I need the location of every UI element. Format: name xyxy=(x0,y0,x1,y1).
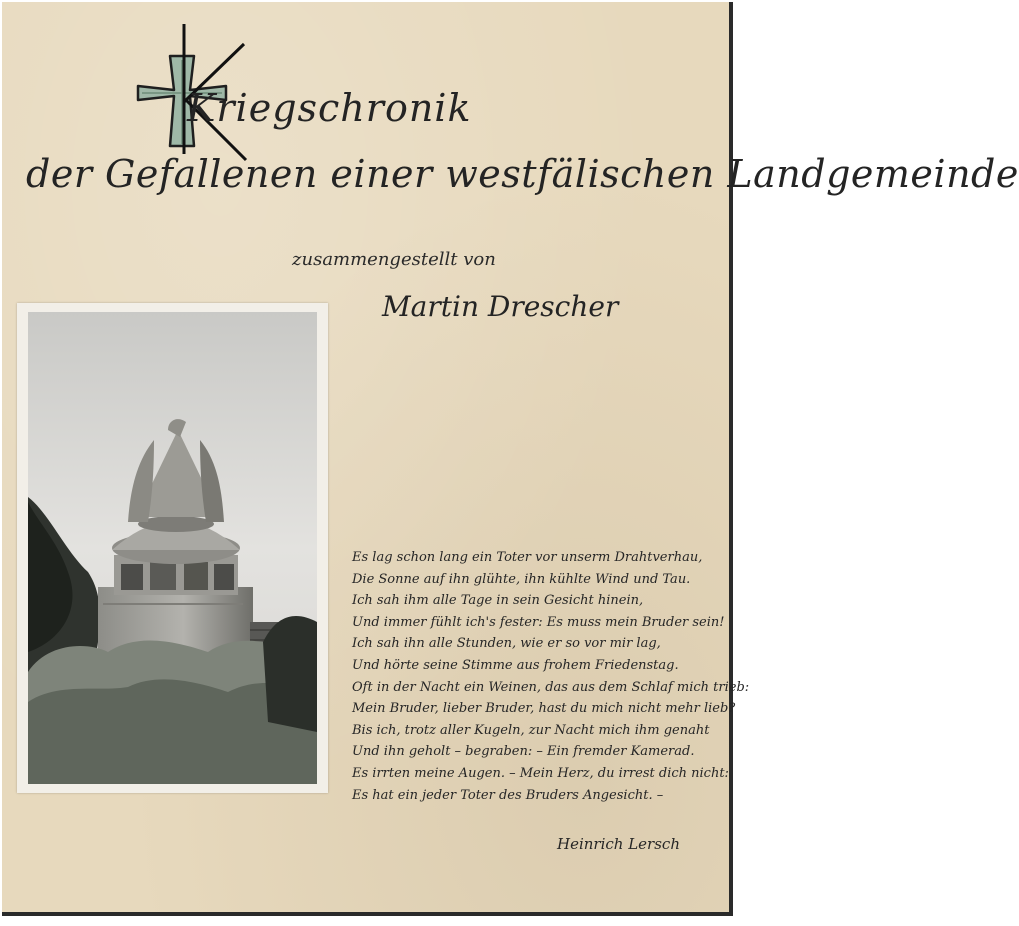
memorial-photo xyxy=(17,303,328,793)
poem-line: Ich sah ihn alle Stunden, wie er so vor mir lag, xyxy=(352,636,661,652)
poem-line: Mein Bruder, lieber Bruder, hast du mich nicht mehr lieb? xyxy=(352,701,736,717)
author-name: Martin Drescher xyxy=(382,290,619,323)
poem-line: Bis ich, trotz aller Kugeln, zur Nacht mich ihm genaht xyxy=(352,722,710,738)
poem-line: Es hat ein jeder Toter des Bruders Angesicht. – xyxy=(352,787,664,803)
compiled-by-label: zusammengestellt von xyxy=(292,249,496,270)
poem-line: Und immer fühlt ich's fester: Es muss mein Bruder sein! xyxy=(352,614,725,630)
poem-line: Die Sonne auf ihn glühte, ihn kühlte Wind und Tau. xyxy=(352,571,691,587)
title-line-1: Kriegschronik xyxy=(187,86,472,130)
poem-signature: Heinrich Lersch xyxy=(557,835,680,853)
poem-line: Ich sah ihm alle Tage in sein Gesicht hinein, xyxy=(352,593,644,609)
title-line-2: der Gefallenen einer westfälischen Landgemeinde xyxy=(26,152,1019,196)
poem-line: Es lag schon lang ein Toter vor unserm Drahtverhau, xyxy=(352,550,703,565)
chronicle-page xyxy=(2,2,1019,916)
poem xyxy=(352,547,750,806)
poem-line: Und ihn geholt – begraben: – Ein fremder Kamerad. xyxy=(352,744,695,760)
eagle-memorial-image xyxy=(28,312,317,784)
poem-line: Oft in der Nacht ein Weinen, das aus dem Schlaf mich trieb: xyxy=(352,679,750,695)
poem-line: Und hörte seine Stimme aus frohem Friedenstag. xyxy=(352,657,679,673)
poem-line: Es irrten meine Augen. – Mein Herz, du irrest dich nicht: xyxy=(352,765,729,781)
